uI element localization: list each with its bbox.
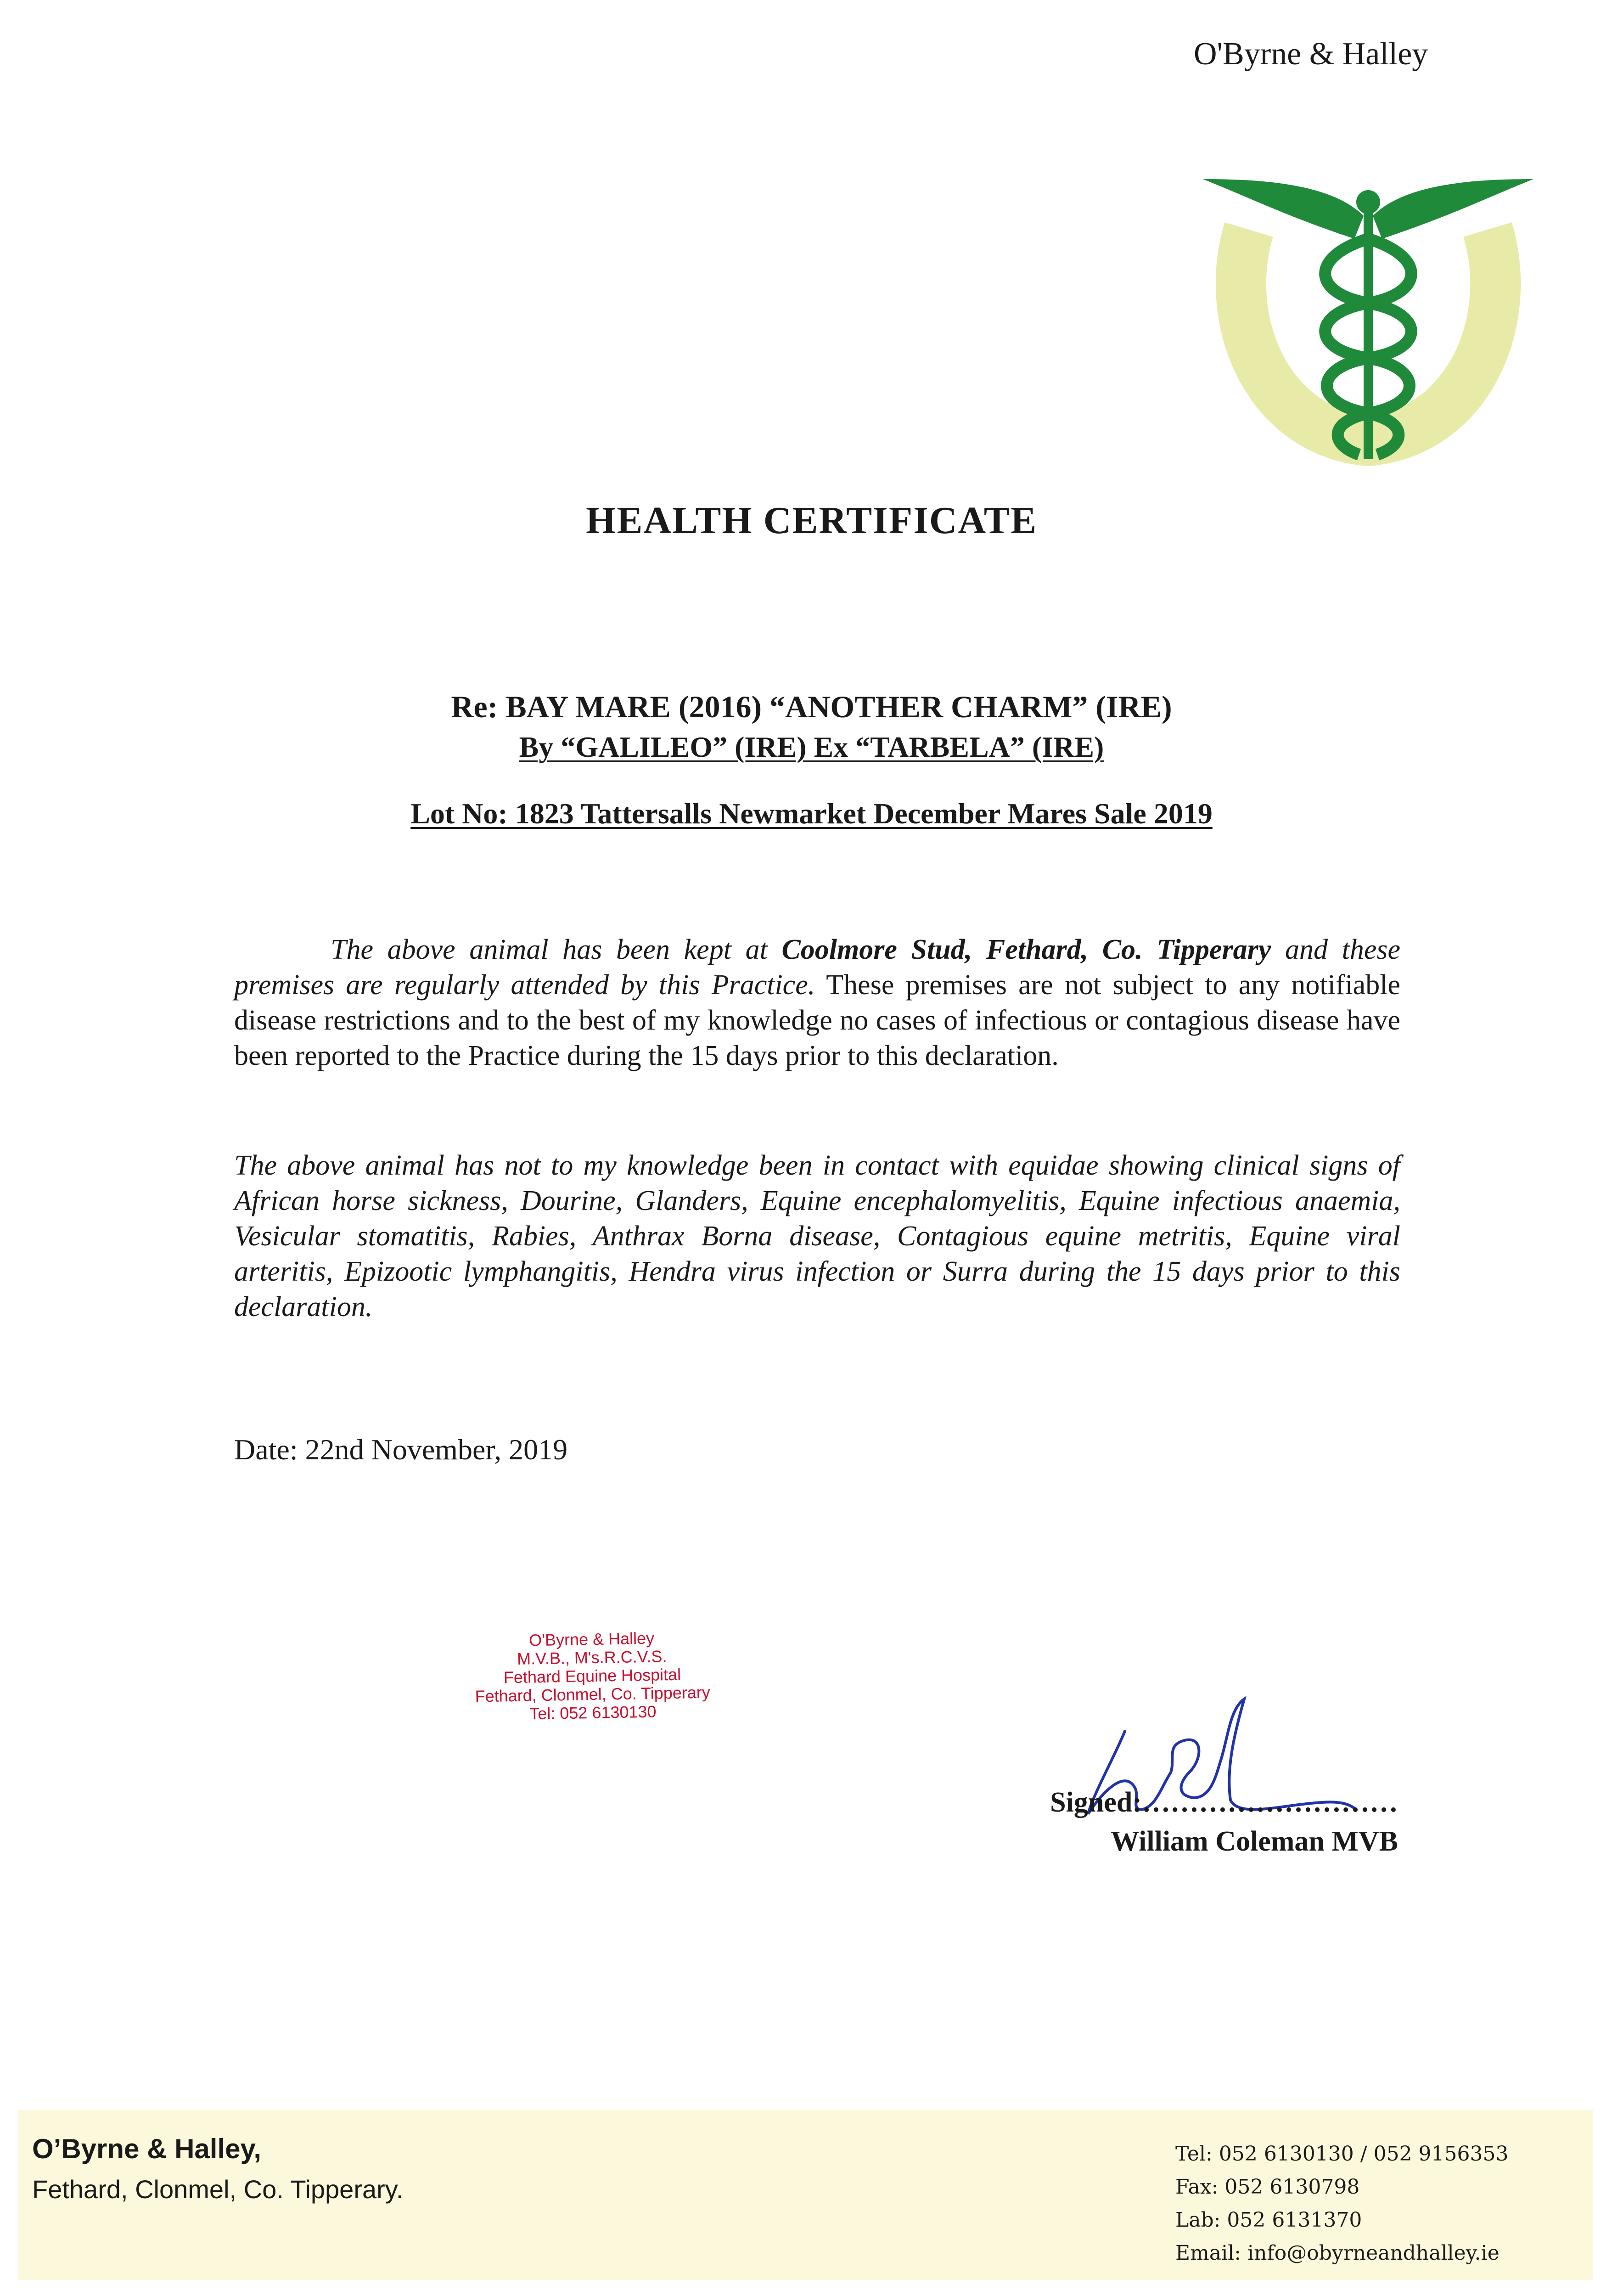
certificate-date: Date: 22nd November, 2019 [234, 1433, 568, 1466]
signature-dots: ……………………… [1142, 1787, 1398, 1818]
footer-fax: Fax: 052 6130798 [1175, 2175, 1360, 2199]
lot-line [0, 797, 1623, 831]
footer-email: Email: info@obyrneandhalley.ie [1175, 2241, 1499, 2265]
footer-tel: Tel: 052 6130130 / 052 9156353 [1175, 2142, 1509, 2166]
footer-address: Fethard, Clonmel, Co. Tipperary. [32, 2175, 404, 2204]
footer-practice-name: O’Byrne & Halley, [32, 2133, 262, 2164]
signed-label: Signed: [1050, 1787, 1142, 1818]
premises-attended: and these premises are regularly attended by this Practice. [234, 934, 1400, 1001]
signer-name: William Coleman MVB [1111, 1826, 1398, 1857]
stamp-line: Fethard, Clonmel, Co. Tipperary [475, 1683, 711, 1706]
signature-line [1050, 1786, 1398, 1819]
premises-location: Coolmore Stud, Fethard, Co. Tipperary [781, 934, 1271, 965]
pedigree-line [0, 730, 1623, 764]
practice-logo [1194, 36, 1543, 464]
practice-stamp [431, 1627, 753, 1725]
logo-text: O'Byrne & Halley [1194, 36, 1428, 72]
stamp-line: M.V.B., M's.R.C.V.S. [517, 1647, 667, 1668]
document-title: HEALTH CERTIFICATE [586, 499, 1037, 542]
premises-declaration: These premises are not subject to any notifiable disease restrictions and to the best of my knowledge no cases of infectious or contagious disease have been reported to the Practice during the 15 days prior to this declaration. [234, 969, 1400, 1071]
footer-contacts [1175, 2138, 1509, 2270]
disease-paragraph: The above animal has not to my knowledge been in contact with equidae showing clinical signs of African horse sickness, Dourine, Glanders, Equine encephalomyelitis, Equine infectious anaemia, Vesicular stomatitis, Rabies, Anthrax Borna disease, Contagious equine metritis, Equine viral arteritis, Epizootic lymphangitis, Hendra virus infection or Surra during the 15 days prior to this declaration. [234, 1150, 1400, 1322]
stamp-line: Tel: 052 6130130 [529, 1702, 657, 1723]
pedigree-text: By “GALILEO” (IRE) Ex “TARBELA” (IRE) [519, 731, 1104, 763]
caduceus-horseshoe-icon [1194, 36, 1543, 464]
lot-text: Lot No: 1823 Tattersalls Newmarket December Mares Sale 2019 [410, 797, 1213, 830]
letterhead-footer [18, 2110, 1593, 2280]
premises-paragraph [234, 932, 1400, 1074]
footer-lab: Lab: 052 6131370 [1175, 2208, 1362, 2232]
premises-intro: The above animal has been kept at [331, 934, 782, 965]
stamp-line: O'Byrne & Halley [528, 1628, 655, 1650]
stamp-line: Fethard Equine Hospital [503, 1665, 681, 1687]
horse-reference: Re: BAY MARE (2016) “ANOTHER CHARM” (IRE) [451, 689, 1172, 724]
